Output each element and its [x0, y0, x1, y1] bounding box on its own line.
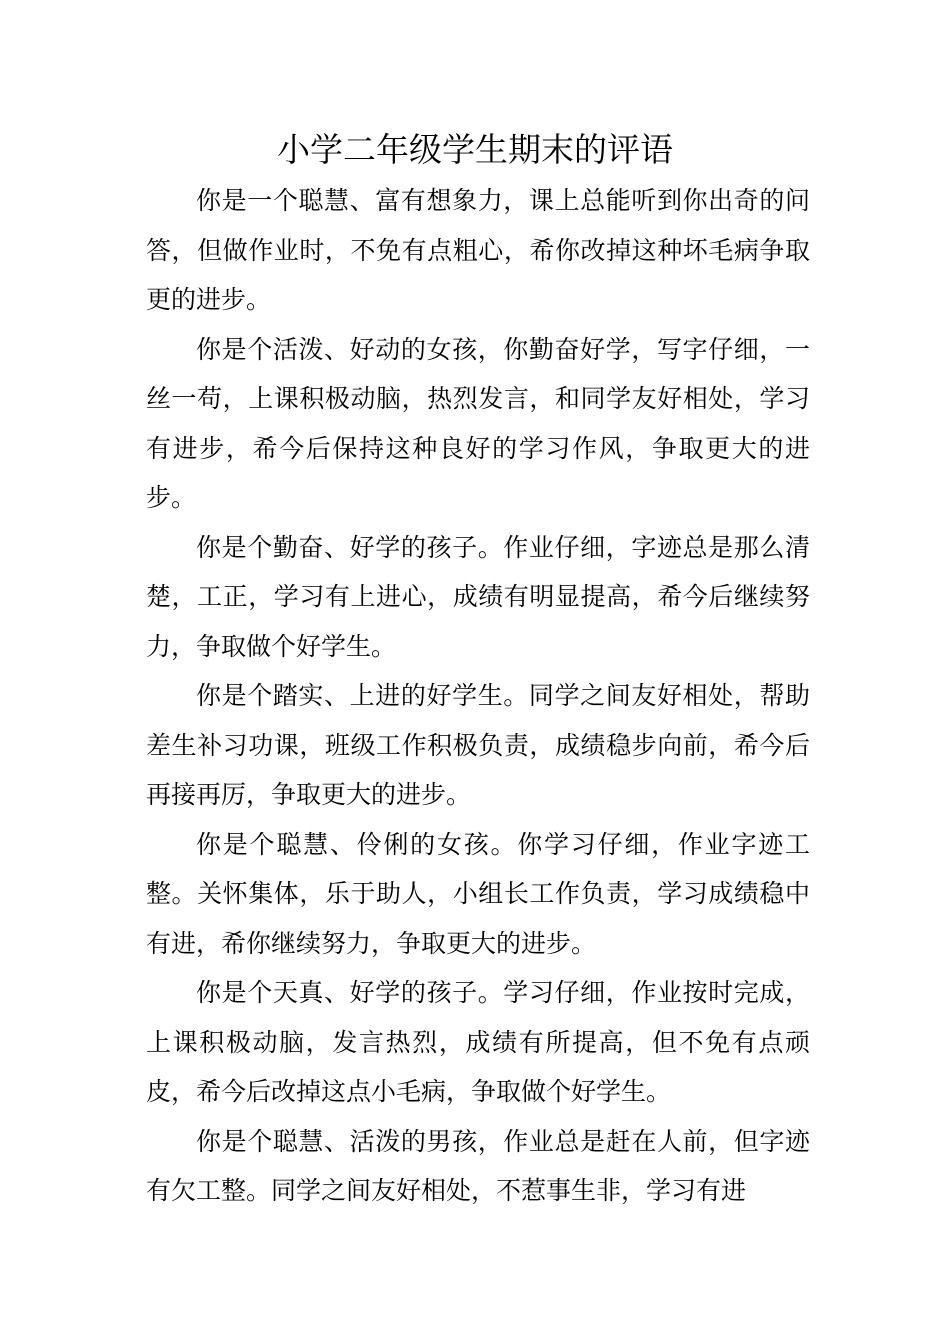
paragraph-5: 你是个聪慧、伶俐的女孩。你学习仔细，作业字迹工整。关怀集体，乐于助人，小组长工作负责，学习成绩稳中有进，希你继续努力，争取更大的进步。 [146, 829, 810, 958]
document-body [146, 176, 810, 1216]
document-title: 小学二年级学生期末的评语 [277, 130, 673, 169]
paragraph-6: 你是个天真、好学的孩子。学习仔细，作业按时完成，上课积极动脑，发言热烈，成绩有所提高，但不免有点顽皮，希今后改掉这点小毛病，争取做个好学生。 [146, 978, 810, 1106]
paragraph-1: 你是一个聪慧、富有想象力，课上总能听到你出奇的问答，但做作业时，不免有点粗心，希你改掉这种坏毛病争取更的进步。 [146, 186, 810, 314]
paragraph-7: 你是个聪慧、活泼的男孩，作业总是赶在人前，但字迹有欠工整。同学之间友好相处，不惹事生非，学习有进 [146, 1126, 810, 1205]
paragraph-2: 你是个活泼、好动的女孩，你勤奋好学，写字仔细，一丝一苟，上课积极动脑，热烈发言，和同学友好相处，学习有进步，希今后保持这种良好的学习作风，争取更大的进步。 [146, 334, 810, 512]
paragraph-3: 你是个勤奋、好学的孩子。作业仔细，字迹总是那么清楚，工正，学习有上进心，成绩有明显提高，希今后继续努力，争取做个好学生。 [146, 532, 810, 661]
paragraph-4: 你是个踏实、上进的好学生。同学之间友好相处，帮助差生补习功课，班级工作积极负责，成绩稳步向前，希今后再接再厉，争取更大的进步。 [146, 681, 810, 809]
